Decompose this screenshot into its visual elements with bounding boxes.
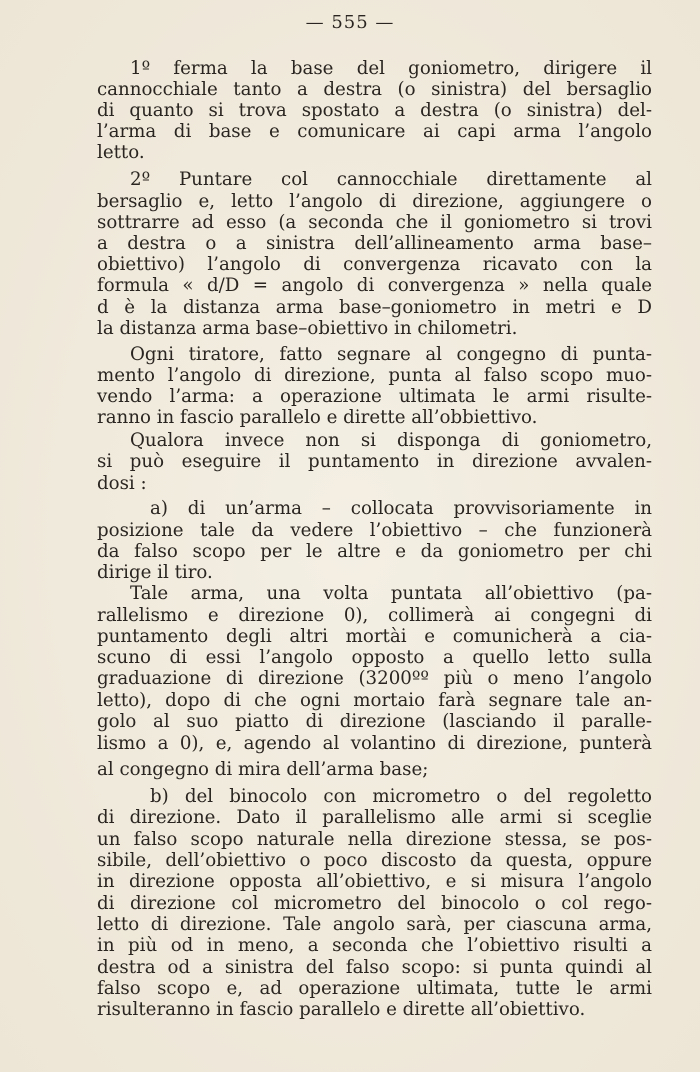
text-line: in più od in meno, a seconda che l’obiettivo risulti a xyxy=(97,935,652,956)
text-line: obiettivo) l’angolo di convergenza ricavato con la xyxy=(97,254,652,275)
text-line: dirige il tiro. xyxy=(97,562,213,583)
text-line: graduazione di direzione (3200ºº più o meno l’angolo xyxy=(97,668,652,689)
page-number: — 555 — xyxy=(305,12,395,33)
text-line: a) di un’arma – collocata provvisoriamente in xyxy=(150,498,652,519)
text-line: 2º Puntare col cannocchiale direttamente al xyxy=(130,169,652,190)
text-line: un falso scopo naturale nella direzione stessa, se pos- xyxy=(97,829,652,850)
text-line: ranno in fascio parallelo e dirette all’obbiettivo. xyxy=(97,407,538,428)
text-line: dosi : xyxy=(97,473,147,494)
text-line: letto), dopo di che ogni mortaio farà segnare tale an- xyxy=(97,690,652,711)
text-line: bersaglio e, letto l’angolo di direzione, aggiungere o xyxy=(97,191,652,212)
text-line: di direzione col micrometro del binocolo o col rego- xyxy=(97,893,652,914)
text-line: b) del binocolo con micrometro o del regoletto xyxy=(150,786,652,807)
text-line: scuno di essi l’angolo opposto a quello letto sulla xyxy=(97,647,652,668)
text-line: cannocchiale tanto a destra (o sinistra) del bersaglio xyxy=(97,79,652,100)
text-line: la distanza arma base–obiettivo in chilometri. xyxy=(97,318,518,339)
text-line: vendo l’arma: a operazione ultimata le armi risulte- xyxy=(97,386,652,407)
text-line: sottrarre ad esso (a seconda che il goniometro si trovi xyxy=(97,212,652,233)
text-line: di direzione. Dato il parallelismo alle armi si sceglie xyxy=(97,807,652,828)
text-line: formula « d/D = angolo di convergenza » nella quale xyxy=(97,275,652,296)
text-line: Qualora invece non si disponga di goniometro, xyxy=(130,430,652,451)
text-line: Ogni tiratore, fatto segnare al congegno di punta- xyxy=(130,344,652,365)
text-line: si può eseguire il puntamento in direzione avvalen- xyxy=(97,451,652,472)
text-line: golo al suo piatto di direzione (lasciando il paralle- xyxy=(97,711,652,732)
text-line: 1º ferma la base del goniometro, dirigere il xyxy=(130,58,652,79)
text-line: rallelismo e direzione 0), collimerà ai congegni di xyxy=(97,605,652,626)
text-line: al congegno di mira dell’arma base; xyxy=(97,759,429,780)
text-line: destra od a sinistra del falso scopo: si punta quindi al xyxy=(97,957,652,978)
text-line: letto di direzione. Tale angolo sarà, per ciascuna arma, xyxy=(97,914,652,935)
text-line: in direzione opposta all’obiettivo, e si misura l’angolo xyxy=(97,871,652,892)
text-line: lismo a 0), e, agendo al volantino di direzione, punterà xyxy=(97,733,652,754)
text-line: sibile, dell’obiettivo o poco discosto da questa, oppure xyxy=(97,850,652,871)
text-line: puntamento degli altri mortài e comunicherà a cia- xyxy=(97,626,652,647)
text-line: da falso scopo per le altre e da goniometro per chi xyxy=(97,541,652,562)
text-line: Tale arma, una volta puntata all’obiettivo (pa- xyxy=(130,583,652,604)
text-line: risulteranno in fascio parallelo e dirette all’obiettivo. xyxy=(97,999,586,1020)
text-line: d è la distanza arma base–goniometro in metri e D xyxy=(97,297,652,318)
text-line: mento l’angolo di direzione, punta al falso scopo muo- xyxy=(97,365,652,386)
text-line: di quanto si trova spostato a destra (o sinistra) del- xyxy=(97,100,652,121)
text-line: falso scopo e, ad operazione ultimata, tutte le armi xyxy=(97,978,652,999)
text-line: letto. xyxy=(97,142,145,163)
text-line: posizione tale da vedere l’obiettivo – che funzionerà xyxy=(97,520,652,541)
text-line: l’arma di base e comunicare ai capi arma l’angolo xyxy=(97,121,652,142)
text-line: a destra o a sinistra dell’allineamento arma base– xyxy=(97,233,652,254)
